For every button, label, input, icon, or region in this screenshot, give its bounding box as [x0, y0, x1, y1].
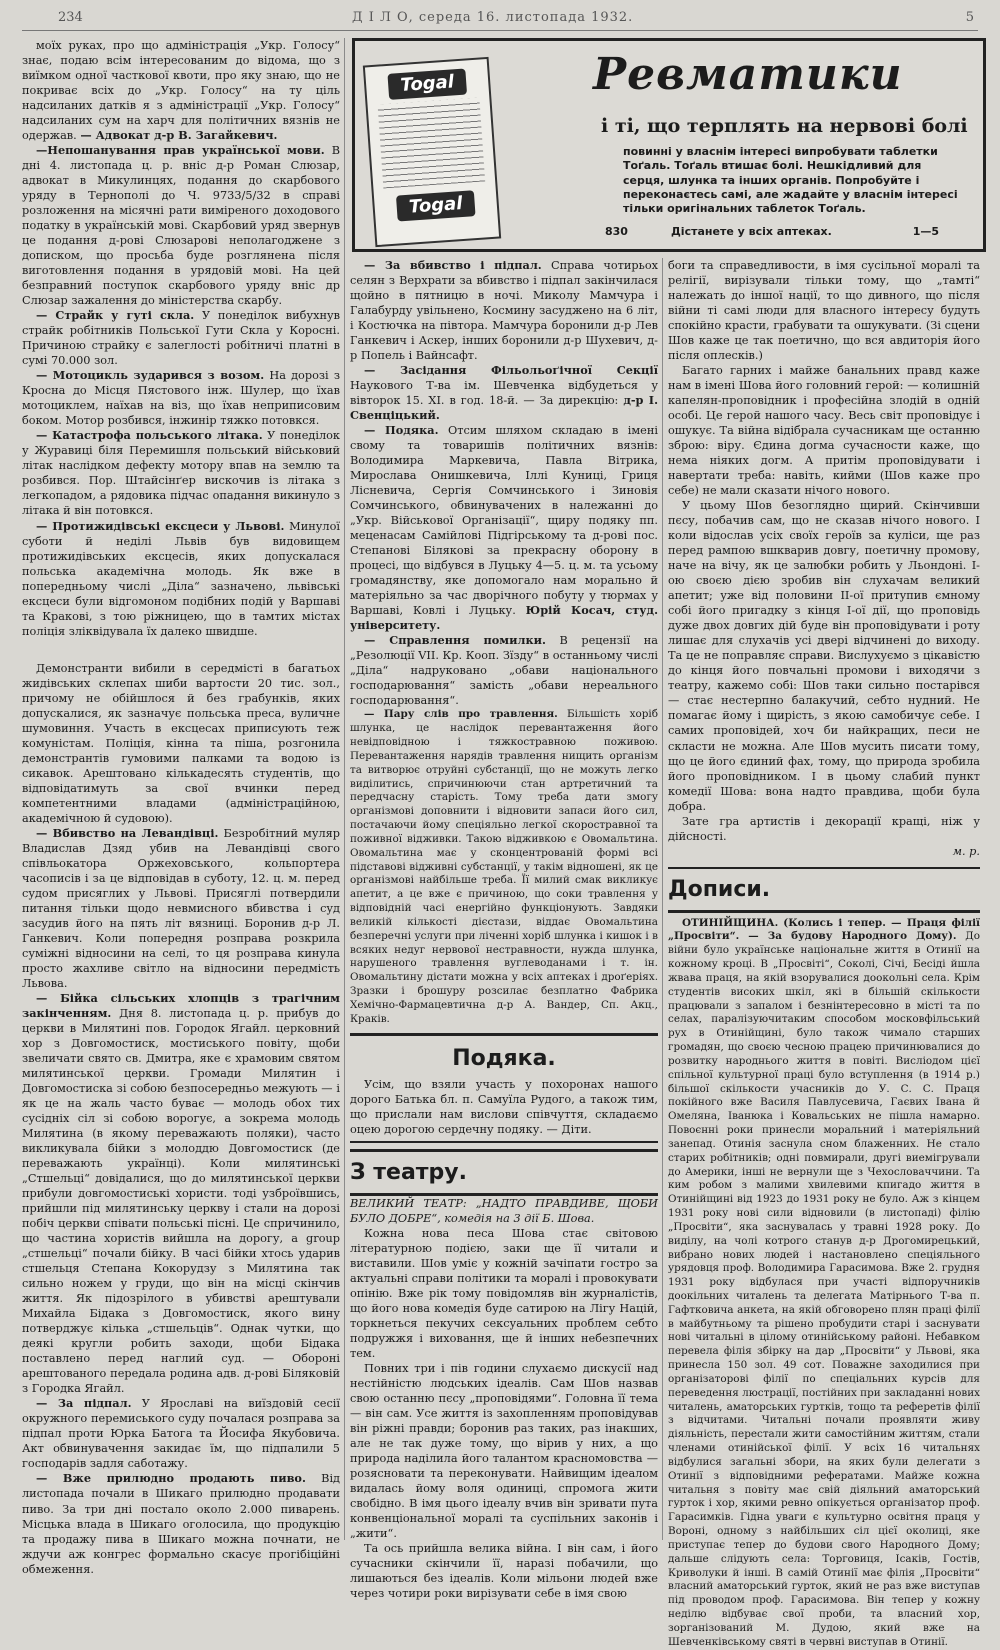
dopysy-section-heading: Дописи. [668, 867, 980, 913]
theatre-review-p6: У цьому Шов безоглядно щирий. Скінчивши пєсу, побачив сам, що не сказав нічого нового. І коли відослав усіх своїх героїв за куліси, ще раз перед рампою вшкварив довгу, поетичну промову, наче на вічу, як це залюбки робить у Льондоні. І-ою своєю дією зробив він слухачам великий апетит; уже від половини ІІ-ої притупив ємному собі його пригадку з кінця І-ої дії, що проповідь дуже двох довгих дій буде він проповідувати і роту лишає для слухачів усі двері відчинені до виходу. Та це не поправляє справи. Вислухуємо з цікавістю до кінця його повчальні промови і виходячи з театру, кажемо собі: Шов таки сильно постарівся — стає нестерпно балакучий, себто нудний. Не помагає йому і щирість, з якою самобичує себе. І самих проповідей, хоч би найкращих, пеcи не склaсти не можна. Але Шов мусить писати тому, що це його єдиний фах, тому, що природа зробила його проповідником. І в цьому слабий пункт комедії Шова: вона надто правдива, щоби була добра. [668, 499, 980, 813]
article-murder-arson: — За вбивство і підпал. Справа чотирьох селян з Верхрати за вбивство і підпал закінчилася щойно в пятницю в ночі. Миколу Мамчура і Галабурду увільнено, Косминy засуджено на 6 літ, і Костючка на півтора. Мамчура боронили д-р Лев Ганкевич і Аскер, інших боронили д-р Шухевич, д-р Попель і Вайнсафт. [350, 258, 658, 363]
thanks-text: Усім, що взяли участь у похоронах нашого дорого Батька бл. п. Самуїла Рудого, а також тим, що прислали нам вислови співчуття, складаємо оцею дорогою сердечну подяку. — Діти. [350, 1077, 658, 1136]
page-header [22, 8, 978, 31]
ad-body: повинні у власнім інтересі випробувати таблетки Тоґаль. Тоґаль втишає болі. Нешкідливий для серця, шлунка та інших органів. Попробуйте і переконаєтесь самі, але жадайте у власнім інтересі тільки оригінальних таблеток Тоґаль. [623, 145, 958, 216]
article-levandivka-murder: — Вбивство на Левандівці. Безробітний муляр Владислав Дзяд убив на Левандівці свого співльокатора Оржеховського, кольпортера часописів і за це відповідав в суботу, 12. ц. м. перед судом присяглих у Львові. Присяглі потвердили питання тільки щодо невмисного вбивства і суд засудив його на пять літ вязниці. Боронив д-р Л. Ганкевич. Коли попередня розправа розкрила суміжні відносини на селі, то ця розправа кинула просто жахливе світло на відносини передмість Львова. [22, 825, 340, 990]
column-right [668, 258, 980, 1648]
page-number-left: 234 [58, 10, 83, 25]
ad-code: 830 [605, 225, 628, 238]
report-otyniia: ОТИНІЙЩИНА. (Колись і тепер. — Праця філії „Просвіти“. — За будову Народного Дому). До війни було українське національне життя в Отинії на кожному кроці. В „Просвіті“, Соколі, Січі, Бесіді йшла жвава праця, на якій взорувалися доокольні села. Крім студентів високих шкіл, які в більшій скількости працювали з запалом і безнінтересовно в місті та по селах, паралізуючитаким способом московфільський рух в Отинійщині, було також чимало старших громадян, що своєю чесною працею причинювалися до розвитку народнього життя в повіті. Висліодом цієї спільної культурної праці було вступлення (в 1914 р.) більшої скількости учасників до У. С. С. Праця покійного вже Василя Павлусевича, Гаєвих Івана й Омеляна, Іванюка і Ковальських не пішла намарно. Повоєнні роки принесли моральний і матеріяльний занепад. Отинія заснула сном блаженних. Не стало старих робітників; одні повмирали, другі виемігрували до Америки, інші не вернули ще з Чехословаччини. Та ким робом з малими хвилевими кпигадо життя в Отинійщині від 1923 до 1931 року не було. Аж з кінцем 1931 року нові сили відновили (в листопаді) філію „Просвіти“, яка заснувалась у травні 1928 року. До виділу, на чолі котрого станув д-р Дрогомирецький, вибрано нових людей і настановлено спеціяльного урядовця проф. Володимира Гарасимова. Вже 2. грудня 1931 року відбулася при участі відпоручників доокільних читалень та делегата Матірнього Т-ва п. Гафтковича анкета, на якій обговорено плян праці філії в майбутньому та рішено пробудити старі і заснувати нові читальні в цілому отинійському районі. Небавком перевела філія збірку на дар „Просвіти“ у Львові, яка принесла 150 зол. 49 сот. Поважне заходилися при організаторові філії по спеціальних курсів для переведення люстрації, постійних при закладанні нових читалень, аматорських гуртків, тощо та реферетів філії з відчитами. Читальні почали проявляти живу діяльність, перестали жити самостійним життям, стали членами отинійської філії. У всіх 16 читальнях відбулися загальні збори, на яких були делегати з Отинії з відповідними рефератами. Майже кожна читальня з повіту має свій діяльний аматорський гурток і хор, якими ревно опікується організатор проф. Гарасимків. Гідна уваги є культурно освітня праця у Вороні, одному з найбільших сіл цієї околиці, яке приступає тепер до будови свого Народного Дому; дальше слідують села: Торговиця, Ісаків, Гостів, Криволуки й інші. В самій Отинії має філія „Просвіти“ власний аматорський гурток, який не раз вже виступав під проводом проф. Гарасимова. Він тепер у кожну неділю відбуває свої проби, та власний хор, зорганізований М. Дудою, який вже на Шевченківському святі в червні виступав в Отинії. [668, 916, 980, 1648]
issue-date: Д І Л О, середа 16. листопада 1932. [352, 10, 634, 25]
togal-logo: Togal [387, 68, 467, 99]
article-lviv-excesses: — Протижидівські ексцеси у Львові. Минулої суботи й неділі Львів був видовищем протижидівських ексцесів, яких допускалася польська академічна молодь. Як вже в попередньому числі „Діла“ зазначено, львівські ексцеси були відгомоном подібних подій у Варшаві та Кракові, з тою ріжницею, що в тамтих містах поліція зліквідувала їх далеко швидше. [22, 518, 341, 638]
theatre-review-p3: Та ось прийшла велика війна. І він сам, і його сучасники скінчили її, наразі побачили, що лишаються без ідеалів. Коли мільони людей вже через чотири роки вирізувати себе в імя свою [350, 1541, 658, 1600]
thanks-notice [350, 1033, 658, 1143]
article-arson: — За підпал. У Ярославі на виїздовій сесії окружного перемиського суду почалася розправа за підпал проти Юрка Батога та Йосифа Якубовича. Акт обвинувачення закидає їм, що підпалили 5 господарів задля саботажу. [22, 1396, 341, 1471]
togal-package-illustration [363, 57, 501, 247]
article-language-rights: —Непошанування прав української мови. В дні 4. листопада ц. р. вніс д-р Роман Слюзар, адвокат в Микулинцях, подання до скарбового уряду в Тернополі до Ч. 9733/5/32 в справі розложення на місячні рати виміреного доходового податку в українській мові. Скарбовий уряд звернув це подання д-рові Слюзарові неполагоджене з дописком, що просьба буде розглянена після виготовлення подання в урядовій мові. На цей безправний поступок скарбового уряду вніс др Слюзар зажалення до міністерства скарбу. [22, 143, 341, 308]
theatre-review-p2: Повних три і пів години слухаємо дискусії над нестійністю людських ідеалів. Сам Шов назвав свою останню пєсу „проповідями“. Головна її тема — він сам. Усе життя із захопленням проповідував він ріжні правди; боронив раз тaких, раз інакших, але не так дуже тому, що вірив у них, а що природа наділила його талантом красномовства — розясновати та переконувати. Найвищим ідеалом видалась йому воля одиниці, спромога жити свобідно. В імя цього ідеалу вчив він зривати пута конвенціональної моралі та суспільних законів і „жити“. [350, 1361, 658, 1540]
package-text-lines [378, 98, 486, 189]
theatre-section-heading: З театру. [350, 1149, 658, 1196]
article-correction: — Справлення помилки. В рецензії на „Резолюції VII. Кр. Кооп. Зїзду“ в останньому числі „Діла“ надруковано „обави національного господарювання“ замість „обави нереального господарювання“. [350, 633, 658, 708]
column-divider-2 [662, 258, 663, 1540]
article-glass-strike: — Страйк у гуті скла. У понеділок вибухнув страйк робітників Польської Гути Скла у Коросні. Причиною страйку є залеглості робітничі платні в сумі 70.000 зол. [22, 308, 340, 368]
article-plane-crash: — Катастрофа польського літака. У понеділок у Журавиці біля Перемишля польський військовий літак наслідком дефекту мотору впав на землю та розбився. Пор. Штайсінґер вискочив із літака з легкопадом, а рядовика підчас опадання викинуло з літака й він потовкся. [22, 428, 340, 518]
article-village-fight: — Бійка сільських хлопців з трагічним закінченням. Дня 8. листопада ц. р. прибув до церкви в Милятині пов. Городок Ягайл. церковний хор з Довгомостиск, мостиського повіту, щоби звеличати свято св. Дмитра, яке є храмовим святом милятинської церкви. Громади Милятин і Довгомостиска зі собою безпосередньо межують — і як це на жаль часто буває — молодь обох тих сусідніх сіл зі собою ворогує, а зокрема молодь Милятина (в якому переважають поляки), часто викликувала бійки з молоддю Довгомостиск (де переважають українці). Коли милятинські „Стшельці“ довідалися, що до милятинської церкви прибули довгомостиські хористи. тоді узброївшись, прийшли під милятинську церкву і стали на дорозі побіч церкви співати польські пісні. Це спричинило, що частина хористів вийшла на дорогу, а group „стшельці“ почали бійку. В часі бійки хтось ударив стшельця Степана Кокорудзу з Милятина так сильно ножем у груди, що він на місці скінчив життя. Як підозрілого в убивстві арештували Михайла Бідака з Довгомостиск, якого вину потверджує кілька „стшельців“. Однак чутки, що деякі кругли робить заходи, щоби Бідака поставлено перед наглий суд. — Обороні арештованого передала родина адв. д-рові Біляковій з Городка Ягайл. [22, 990, 340, 1396]
theatre-review-p4: боги та справедливости, в імя сусільної моралі та релігії, вирізували тільки тому, що „тамті“ належать до іншої нації, то що дивного, що після війни ті самі люди для власного інтересу будуть спокійно красти, грабувати та ошукувати. (Зі сцени Шов каже це так поетично, що вся авдиторія його після оплесків.) [668, 259, 980, 363]
page-number-right: 5 [965, 10, 974, 25]
ad-title: Ревматики [593, 49, 903, 100]
theatre-review-p1: Кожна нова пеcа Шова стає світовою літературною подією, заки ще її читали и виставили. Шов уміє у кожній зачіпати гостро за актуальні справи політики та моралі і провокувати опінію. Вже рік тому повідомляв він журналістів, що його нова комедія буде сатирою на Лігу Націй, торкнеться пекучих сексуальних проблем себто подружжя і виховання, ще й інших небезпечних тем. [350, 1226, 658, 1360]
article-thanks-prisoners: — Подяка. Отсим шляхом складаю в імені свому та товаришів політичних вязнів: Володимира Маркевича, Павла Вітрика, Мирослава Онишкевича, Іллі Куниці, Гриця Лісневича, Сергія Сомчинського і Зиновія Сомчинського, обвинувачених в належанні до „Укр. Військової Організації“, щиру подяку пп. меценасам Самійлові Підгірському та д-рові пос. Степанові Біляковi за прекрасну оборону в процесі, що відбувся в Луцьку 4—5. ц. м. та усьому громадянству, яке допомогало нам морально й матеріяльно за час дворічного побуту у тюрмах у Варшаві, Ковлі і Луцьку. Юрій Косач, студ. університету. [350, 423, 658, 633]
ad-subtitle: і ті, що терплять на нервові болі [601, 115, 968, 137]
article-digestion: — Пару слів про травлення. Більшість хоріб шлунка, це наслідок перевантаження його невідповідною і тяжкостравною поживою. Перевантаження нарядів травлення нищить організм та витворює отруйні субстанції, що не можуть легко виділитись, спричинюючи стан артретичний та передчасну старість. Тому треба дати змогу організмові доповнити і відновити запаси його сил, постачаючи йому спеціяльно легкої скоростравної та поживної відживки. Такою відживкою є Овомальтина. Овомальтина має у сконцентрованій формі всі підставові відживні субстанції, у такім відношені, як це організмові найбільше треба. Її милий смак викликує апетит, а це вже є причиною, що соки травлення у відповідній часі енергійно функціонують. Завдяки великій кількості дієстази, віддає Овомальтина безперечні услуги при лічeнні хоріб шлунка і кишок і в всяких недуг нервової нестравности, нужда шлунка, нарушеного травлення вуглеводанами і т. ін. Овомальтину дістати можна у всіх аптеках і дроґеріях. Зразки і брошуру розсилає безплатно Фабрика Хемічно-Фармацевтична д-р А. Вандер, Сп. Акц., Краків. [350, 708, 658, 1025]
ad-runs: 1—5 [912, 225, 939, 238]
theatre-subheading: ВЕЛИКИЙ ТЕАТР: „НАДТО ПРАВДИВЕ, ЩОБИ БУЛО ДОБРЕ“, комедія на 3 дії Б. Шова. [350, 1196, 658, 1225]
ad-distribution: Дістанете у всіх аптеках. [671, 225, 832, 238]
theatre-review-signature: м. р. [952, 844, 980, 858]
article-continuation: моїх руках, про що адміністрація „Укр. Голосу“ знає, подаю всім інтересованим до відома, що з виїмком одної часткової квоти, про яку знаю, що не покриває всіх до „Укр. Голосу“ на ту ціль надсиланих датків я з адміністрації „Укр. Голосу“ надсиланих сум на харч для політичних вязнів не одержав. — Адвокат д-р В. Загайкевич. [22, 39, 340, 143]
article-philology-section: — Засідання Фільольоґічної Секції Наукового Т-ва ім. Шевченка відбудеться у вівторок 15. XI. в год. 18-й. — За дирекцію: д-р І. Свенціцький. [350, 363, 658, 423]
theatre-review-p7: Зате гра артистів і декорації кращі, ніж у дійсності. [668, 814, 980, 843]
article-beer: — Вже прилюдно продають пиво. Від листопада почали в Шикаго прилюдно продавати пиво. За три дні пoстало около 2.000 пиварень. Місцька влада в Шикаго оголосила, що продукцію та продажу пива в Шикаго можна почнати, не ждучи аж конгрес формально скасує прогібіційні обмеження. [22, 1471, 341, 1576]
article-lviv-excesses-cont: Демонстранти вибили в середмісті в багатьох жидівських склепах шиби вартости 20 тис. зол., причому не обійшлося й без грабунків, яких допускалися, як зазначує польська преса, вуличне шумовиння. Участь в ексцесах приписують теж комуністам. Поліція, кінна та пішa, розгонила демонстрантів гумовими палками та водою із сикавок. Арештовано кількадесять студентів, що відповідатимуть за свої вчинки перед компетентними владами (адміністраційною, академічною й судовою). [22, 661, 340, 825]
theatre-review-p5: Багато гарних і майже банальних правд каже нам в імені Шова його головний герой: — колишній капелян-проповідник і професійна злодій в одній особі. Це герой нашого часу. Весь світ проповідує і ошукує. Та війна відібрала сучасникам ще останню зброю: віру. Єдина догма сучасности каже, що нема ніяких догм. А притім проповідувати і навертати треба: навіть, кийми (Шов каже про себе) не мали сказати нічого нового. [668, 364, 980, 498]
thanks-heading: Подяка. [452, 1045, 556, 1071]
article-motorcycle: — Мотоцикль зударився з возом. На дорозі з Кросна до Місця Пястового інж. Шулер, що їхав мотоциклем, наїхав на віз, що їхав неприписовим боком. Мотор розбився, інжинір тяжко потовкся. [22, 368, 340, 428]
column-left [22, 38, 341, 1576]
column-divider-1 [344, 38, 345, 1540]
togal-logo-bottom: Togal [396, 190, 476, 221]
togal-advertisement [352, 38, 986, 252]
column-middle [350, 258, 658, 1600]
